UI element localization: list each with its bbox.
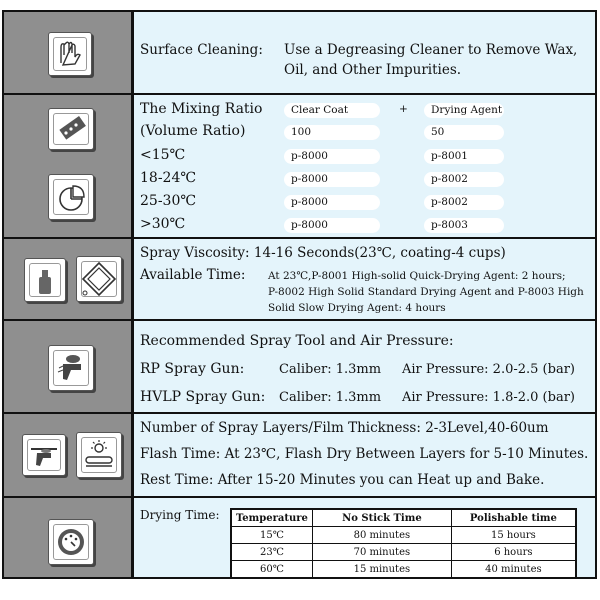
table-header-row (231, 509, 576, 527)
spray-gun-icon (48, 345, 94, 391)
clear-coat-value: 100 (284, 125, 380, 140)
clear-coat-value: p-8000 (284, 195, 380, 210)
clear-coat-value: p-8000 (284, 218, 380, 233)
clear-coat-header: Clear Coat (284, 103, 380, 118)
table-cell: 6 hours (451, 544, 576, 561)
drying-agent-value: p-8002 (424, 172, 504, 187)
surface-cleaning-label: Surface Cleaning: (140, 42, 263, 58)
clear-coat-value: p-8000 (284, 172, 380, 187)
spray-tool-title: Recommended Spray Tool and Air Pressure: (140, 333, 454, 349)
spray-viscosity-text: Spray Viscosity: 14-16 Seconds(23℃, coating-4 cups) (140, 245, 506, 261)
row-divider (4, 237, 134, 239)
flash-time-text: Flash Time: At 23℃, Flash Dry Between Layers for 5-10 Minutes. (140, 446, 589, 462)
viscosity-row (134, 239, 595, 321)
surface-cleaning-text: Use a Degreasing Cleaner to Remove Wax, (284, 42, 578, 58)
row-divider (4, 412, 134, 414)
drying-time-label: Drying Time: (140, 508, 220, 522)
row-divider (4, 496, 134, 498)
hvlp-gun-pressure: Air Pressure: 1.8-2.0 (bar) (402, 390, 575, 405)
drying-agent-value: 50 (424, 125, 504, 140)
table-header: Polishable time (451, 509, 576, 527)
bottle-icon (24, 258, 66, 302)
nozzle-badge-icon (76, 256, 122, 302)
drying-agent-value: p-8001 (424, 149, 504, 164)
spray-layers-icon (22, 434, 66, 476)
mixing-ratio-title: The Mixing Ratio (140, 101, 263, 117)
available-time-line: Solid Slow Drying Agent: 4 hours (268, 302, 446, 314)
temp-label: 18-24℃ (140, 170, 197, 186)
temp-label: >30℃ (140, 216, 186, 232)
available-time-label: Available Time: (140, 267, 246, 283)
table-cell: 15 minutes (312, 561, 451, 579)
drying-agent-value: p-8002 (424, 195, 504, 210)
table-header: No Stick Time (312, 509, 451, 527)
rp-gun-caliber: Caliber: 1.3mm (279, 362, 382, 377)
rp-gun-label: RP Spray Gun: (140, 361, 245, 377)
available-time-line: At 23℃,P-8001 High-solid Quick-Drying Agent: 2 hours; (268, 270, 566, 282)
mixing-stick-icon (48, 108, 94, 150)
table-cell: 70 minutes (312, 544, 451, 561)
drying-agent-value: p-8003 (424, 218, 504, 233)
icon-column (4, 12, 134, 577)
clear-coat-value: p-8000 (284, 149, 380, 164)
temp-label: <15℃ (140, 147, 186, 163)
hvlp-gun-caliber: Caliber: 1.3mm (279, 390, 382, 405)
row-divider (4, 319, 134, 321)
spray-layers-row (134, 414, 595, 498)
heat-lamp-icon (76, 432, 122, 478)
mixing-ratio-row (134, 95, 595, 239)
rest-time-text: Rest Time: After 15-20 Minutes you can Heat up and Bake. (140, 472, 545, 488)
pressure-gauge-icon (48, 519, 94, 565)
surface-cleaning-row (134, 12, 595, 95)
table-header: Temperature (231, 509, 312, 527)
hand-washing-icon (48, 32, 92, 76)
rp-gun-pressure: Air Pressure: 2.0-2.5 (bar) (402, 362, 575, 377)
spec-sheet (2, 10, 597, 579)
pie-chart-icon (48, 174, 94, 220)
table-cell: 23℃ (231, 544, 312, 561)
table-row (231, 561, 576, 579)
table-cell: 40 minutes (451, 561, 576, 579)
drying-time-row (134, 498, 595, 577)
table-cell: 15 hours (451, 527, 576, 544)
mixing-ratio-subtitle: (Volume Ratio) (140, 123, 246, 139)
spray-tool-row (134, 321, 595, 414)
table-row (231, 527, 576, 544)
hvlp-gun-label: HVLP Spray Gun: (140, 389, 266, 405)
drying-agent-header: Drying Agent (424, 103, 504, 118)
drying-time-table (230, 508, 577, 579)
plus-sign: + (399, 103, 408, 115)
table-cell: 80 minutes (312, 527, 451, 544)
surface-cleaning-text-2: Oil, and Other Impurities. (284, 62, 462, 78)
temp-label: 25-30℃ (140, 193, 197, 209)
table-cell: 15℃ (231, 527, 312, 544)
table-cell: 60℃ (231, 561, 312, 579)
row-divider (4, 93, 134, 95)
available-time-line: P-8002 High Solid Standard Drying Agent and P-8003 High (268, 286, 584, 298)
table-row (231, 544, 576, 561)
spray-layers-text: Number of Spray Layers/Film Thickness: 2-3Level,40-60um (140, 420, 549, 436)
